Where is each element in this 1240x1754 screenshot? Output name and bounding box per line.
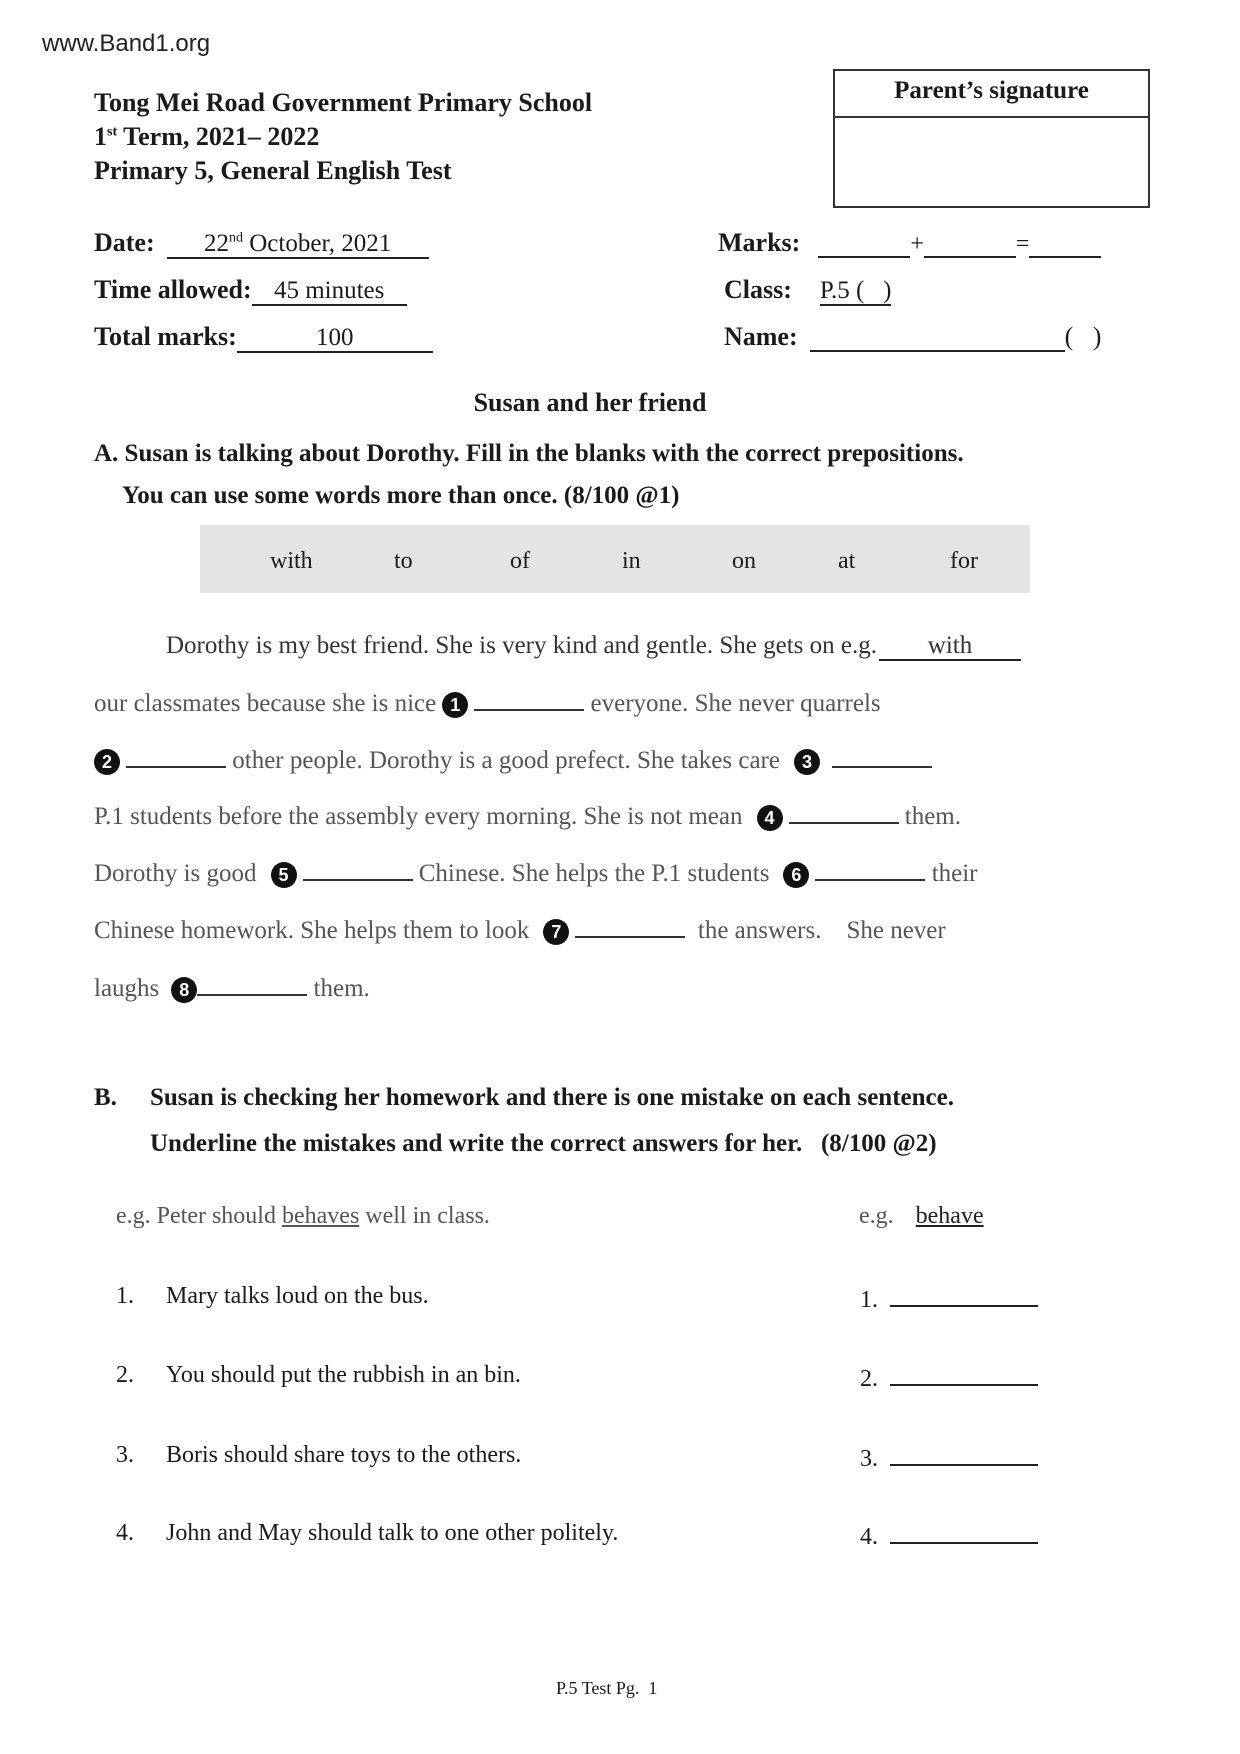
blank-4[interactable] [789,800,899,824]
blank-5[interactable] [303,857,413,881]
word-bank-item: with [270,548,313,574]
text: e.g. Peter should [116,1203,282,1229]
text: Chinese homework. She helps them to look [94,917,530,944]
text: Dorothy is my best friend. She is very kind and gentle. She gets on e.g. [166,632,877,659]
total-value: 100 [237,325,433,353]
text: them. [313,975,370,1002]
question-item [116,1283,429,1310]
class-label: Class: [724,275,792,304]
item-sentence[interactable]: Mary talks loud on the bus. [166,1283,429,1309]
answer-number: 1. [860,1287,878,1313]
section-b-heading: Susan is checking her homework and there is one mistake on each sentence. [150,1084,954,1111]
name-field[interactable] [810,333,1065,352]
word-bank-item: in [622,548,641,574]
page-footer: P.5 Test Pg. 1 [556,1678,658,1698]
blank-8[interactable] [197,972,307,996]
blank-1[interactable] [474,687,584,711]
text: well in class. [359,1203,490,1229]
date-rest: October, 2021 [243,230,392,257]
example-sentence [116,1203,490,1230]
question-item [116,1520,618,1547]
text: our classmates because she is nice [94,690,437,717]
paragraph-line [94,687,881,718]
question-number-7: 7 [543,919,569,945]
equals-sign: = [1015,231,1030,257]
watermark: www.Band1.org [42,30,211,57]
question-item [116,1362,521,1389]
question-number-6: 6 [783,862,809,888]
answer-field-2[interactable] [890,1362,1038,1386]
item-sentence[interactable]: Boris should share toys to the others. [166,1442,522,1468]
blank-6[interactable] [815,857,925,881]
answer-row [860,1442,1038,1473]
question-number-8: 8 [171,977,197,1003]
time-value: 45 minutes [252,278,407,306]
question-number-5: 5 [271,862,297,888]
word-bank-item: of [510,548,530,574]
marks-total-field[interactable] [1029,239,1101,258]
plus-sign: + [910,231,924,257]
text: Chinese. She helps the P.1 students [418,860,770,887]
example-answer-row [859,1203,984,1230]
text: laughs [94,975,160,1002]
paragraph-line [94,914,946,945]
marks-label: Marks: [718,228,801,257]
item-sentence[interactable]: John and May should talk to one other politely. [166,1520,619,1546]
answer-number: 2. [860,1366,878,1392]
term-sup: st [107,124,118,140]
answer-row [860,1520,1038,1551]
date-day: 22 [204,230,229,257]
item-number: 3. [116,1442,134,1468]
question-number-4: 4 [757,805,783,831]
blank-2[interactable] [126,744,226,768]
word-bank [200,525,1030,593]
item-number: 4. [116,1520,134,1546]
word-bank-item: at [838,548,856,574]
word-bank-item: on [732,548,756,574]
school-name: Tong Mei Road Government Primary School [94,88,593,117]
answer-row [860,1283,1038,1314]
total-row [94,322,433,353]
parent-signature-label: Parent’s signature [835,71,1148,118]
paragraph-line [94,800,961,831]
word-bank-item: to [394,548,413,574]
date-sup: nd [229,230,243,246]
term-number: 1 [94,122,107,151]
date-label: Date: [94,228,155,257]
text: other people. Dorothy is a good prefect. She takes care [232,747,780,774]
item-sentence[interactable]: You should put the rubbish in an bin. [166,1362,521,1388]
total-label: Total marks: [94,322,237,351]
paragraph-line [94,857,978,888]
question-number-2: 2 [94,749,120,775]
text: P.1 students before the assembly every morning. She is not mean [94,803,743,830]
class-number-field[interactable]: ( ) [1064,322,1102,351]
text: the answers. She never [697,917,946,944]
paragraph-line [166,632,1021,661]
passage-title: Susan and her friend [473,388,707,417]
example-answer: with [879,633,1021,661]
answer-field-3[interactable] [890,1442,1038,1466]
parent-signature-box[interactable] [833,69,1150,208]
section-a-heading: A. Susan is talking about Dorothy. Fill in the blanks with the correct prepositions. [94,440,964,467]
text: everyone. She never quarrels [590,690,881,717]
text: them. [904,803,961,830]
question-number-1: 1 [442,692,468,718]
marks-row [718,228,1101,258]
paragraph-line [94,744,932,775]
section-a-instructions: You can use some words more than once. (8/100 @1) [122,482,680,509]
time-row [94,275,407,306]
section-b-label: B. [94,1084,117,1111]
blank-7[interactable] [575,914,685,938]
question-item [116,1442,521,1469]
answer-row [860,1362,1038,1393]
example-correction: behave [915,1203,984,1229]
term [94,122,319,152]
text: Dorothy is good [94,860,257,887]
example-label: e.g. [859,1203,894,1229]
marks-field-2[interactable] [924,239,1016,258]
answer-field-1[interactable] [890,1283,1038,1307]
time-label: Time allowed: [94,275,252,304]
question-number-3: 3 [794,749,820,775]
answer-field-4[interactable] [890,1520,1038,1544]
answer-number: 4. [860,1524,878,1550]
date-value [167,231,429,259]
blank-3[interactable] [832,744,932,768]
section-b-instructions: Underline the mistakes and write the correct answers for her. (8/100 @2) [150,1130,937,1157]
answer-number: 3. [860,1446,878,1472]
date-row [94,228,429,259]
paragraph-line [94,972,370,1003]
text: their [931,860,978,887]
test-name: Primary 5, General English Test [94,156,452,185]
class-value[interactable]: P.5 ( ) [820,278,892,306]
class-row [724,275,891,306]
example-mistake: behaves [281,1203,360,1229]
item-number: 2. [116,1362,134,1388]
term-years: Term, 2021– 2022 [117,122,320,151]
name-label: Name: [724,322,798,351]
marks-field-1[interactable] [818,239,910,258]
name-row [724,322,1101,352]
item-number: 1. [116,1283,134,1309]
word-bank-item: for [950,548,978,574]
